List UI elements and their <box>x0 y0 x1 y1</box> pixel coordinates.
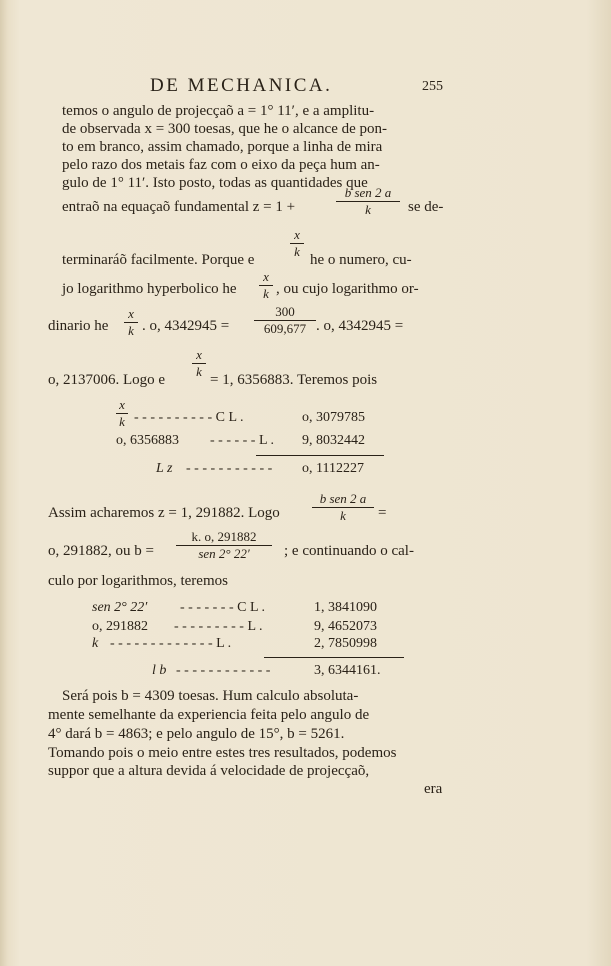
table2-row3-value: 2, 7850998 <box>314 636 377 651</box>
table2-row3-label: k <box>92 636 99 651</box>
text-line-5: gulo de 1° 11′. Isto posto, todas as quantidades que <box>62 175 368 191</box>
catchword: era <box>424 781 443 797</box>
exponent-x-over-k-1: x k <box>290 228 304 259</box>
exponent-x-over-k-4: x k <box>192 348 206 379</box>
running-head: DE MECHANICA. <box>150 75 333 96</box>
table2-row4-label: l b <box>152 663 167 678</box>
closing-line-4: Tomando pois o meio entre estes tres resultados, podemos <box>48 745 397 761</box>
text-line-8: jo logarithmo hyperbolico he <box>62 281 237 297</box>
text-line-11-end: = <box>378 505 387 521</box>
fraction-k029-over-sen222: k. o, 291882 sen 2° 22′ <box>176 530 272 561</box>
table1-row3-label: L z <box>156 461 173 476</box>
text-line-1: temos o angulo de projecçaõ a = 1° 11′, e a amplitu- <box>62 103 375 119</box>
text-line-10-end: = 1, 6356883. Teremos pois <box>210 372 378 388</box>
text-line-3: to em branco, assim chamado, porque a linha de mira <box>62 139 383 155</box>
table2-row2-label: o, 291882 <box>92 619 148 634</box>
table1-row1-dashes: - - - - - - - - - - C L . <box>134 410 244 425</box>
text-line-12-end: ; e continuando o cal- <box>284 543 414 559</box>
text-line-11: Assim acharemos z = 1, 291882. Logo <box>48 505 280 521</box>
text-line-9: dinario he <box>48 318 109 334</box>
page-number: 255 <box>422 79 443 94</box>
table1-row3-value: o, 1112227 <box>302 461 364 476</box>
table1-row2-label: o, 6356883 <box>116 433 179 448</box>
closing-line-2: mente semelhante da experiencia feita pelo angulo de <box>48 707 370 723</box>
text-line-8-end: , ou cujo logarithmo or- <box>276 281 419 297</box>
text-line-13: culo por logarithmos, teremos <box>48 573 228 589</box>
table1-row2-value: 9, 8032442 <box>302 433 365 448</box>
table2-row3-dashes: - - - - - - - - - - - - - L . <box>110 636 232 651</box>
text-line-7-end: he o numero, cu- <box>310 252 412 268</box>
text-line-2: de observada x = 300 toesas, que he o alcance de pon- <box>62 121 388 137</box>
table2-row1-dashes: - - - - - - - C L . <box>180 600 266 615</box>
table1-row3-dashes: - - - - - - - - - - - <box>186 461 273 476</box>
text-line-6: entraõ na equaçaõ fundamental z = 1 + <box>62 199 296 215</box>
table2-row4-value: 3, 6344161. <box>314 663 381 678</box>
text-line-6-end: se de- <box>408 199 444 215</box>
text-line-10: o, 2137006. Logo e <box>48 372 166 388</box>
fraction-300-over-609677: 300 609,677 <box>254 305 316 336</box>
table2-row1-value: 1, 3841090 <box>314 600 377 615</box>
fraction-x-over-k-2: x k <box>259 270 273 301</box>
table1-sum-rule <box>256 455 384 456</box>
closing-line-1: Será pois b = 4309 toesas. Hum calculo absoluta- <box>62 688 359 704</box>
fraction-x-over-k-3: x k <box>124 307 138 338</box>
closing-line-3: 4° dará b = 4863; e pelo angulo de 15°, b = 5261. <box>48 726 345 742</box>
fraction-bsen2a-over-k: b sen 2 a k <box>336 186 400 217</box>
table1-row2-dashes: - - - - - - L . <box>210 433 275 448</box>
table2-row4-dashes: - - - - - - - - - - - - <box>176 663 271 678</box>
table1-row1-value: o, 3079785 <box>302 410 365 425</box>
table2-row2-dashes: - - - - - - - - - L . <box>174 619 263 634</box>
text-line-4: pelo razo dos metais faz com o eixo da peça hum an- <box>62 157 380 173</box>
text-line-12: o, 291882, ou b = <box>48 543 154 559</box>
text-line-9-end: . o, 4342945 = <box>316 318 404 334</box>
text-line-9-mid: . o, 4342945 = <box>142 318 230 334</box>
text-line-7: terminaráõ facilmente. Porque e <box>62 252 255 268</box>
table2-sum-rule <box>264 657 404 658</box>
closing-line-5: suppor que a altura devida á velocidade de projecçaõ, <box>48 763 370 779</box>
table2-row1-label: sen 2° 22′ <box>92 600 148 615</box>
fraction-bsen2a-over-k-2: b sen 2 a k <box>312 492 374 523</box>
table2-row2-value: 9, 4652073 <box>314 619 377 634</box>
table1-x-over-k: x k <box>116 398 128 429</box>
